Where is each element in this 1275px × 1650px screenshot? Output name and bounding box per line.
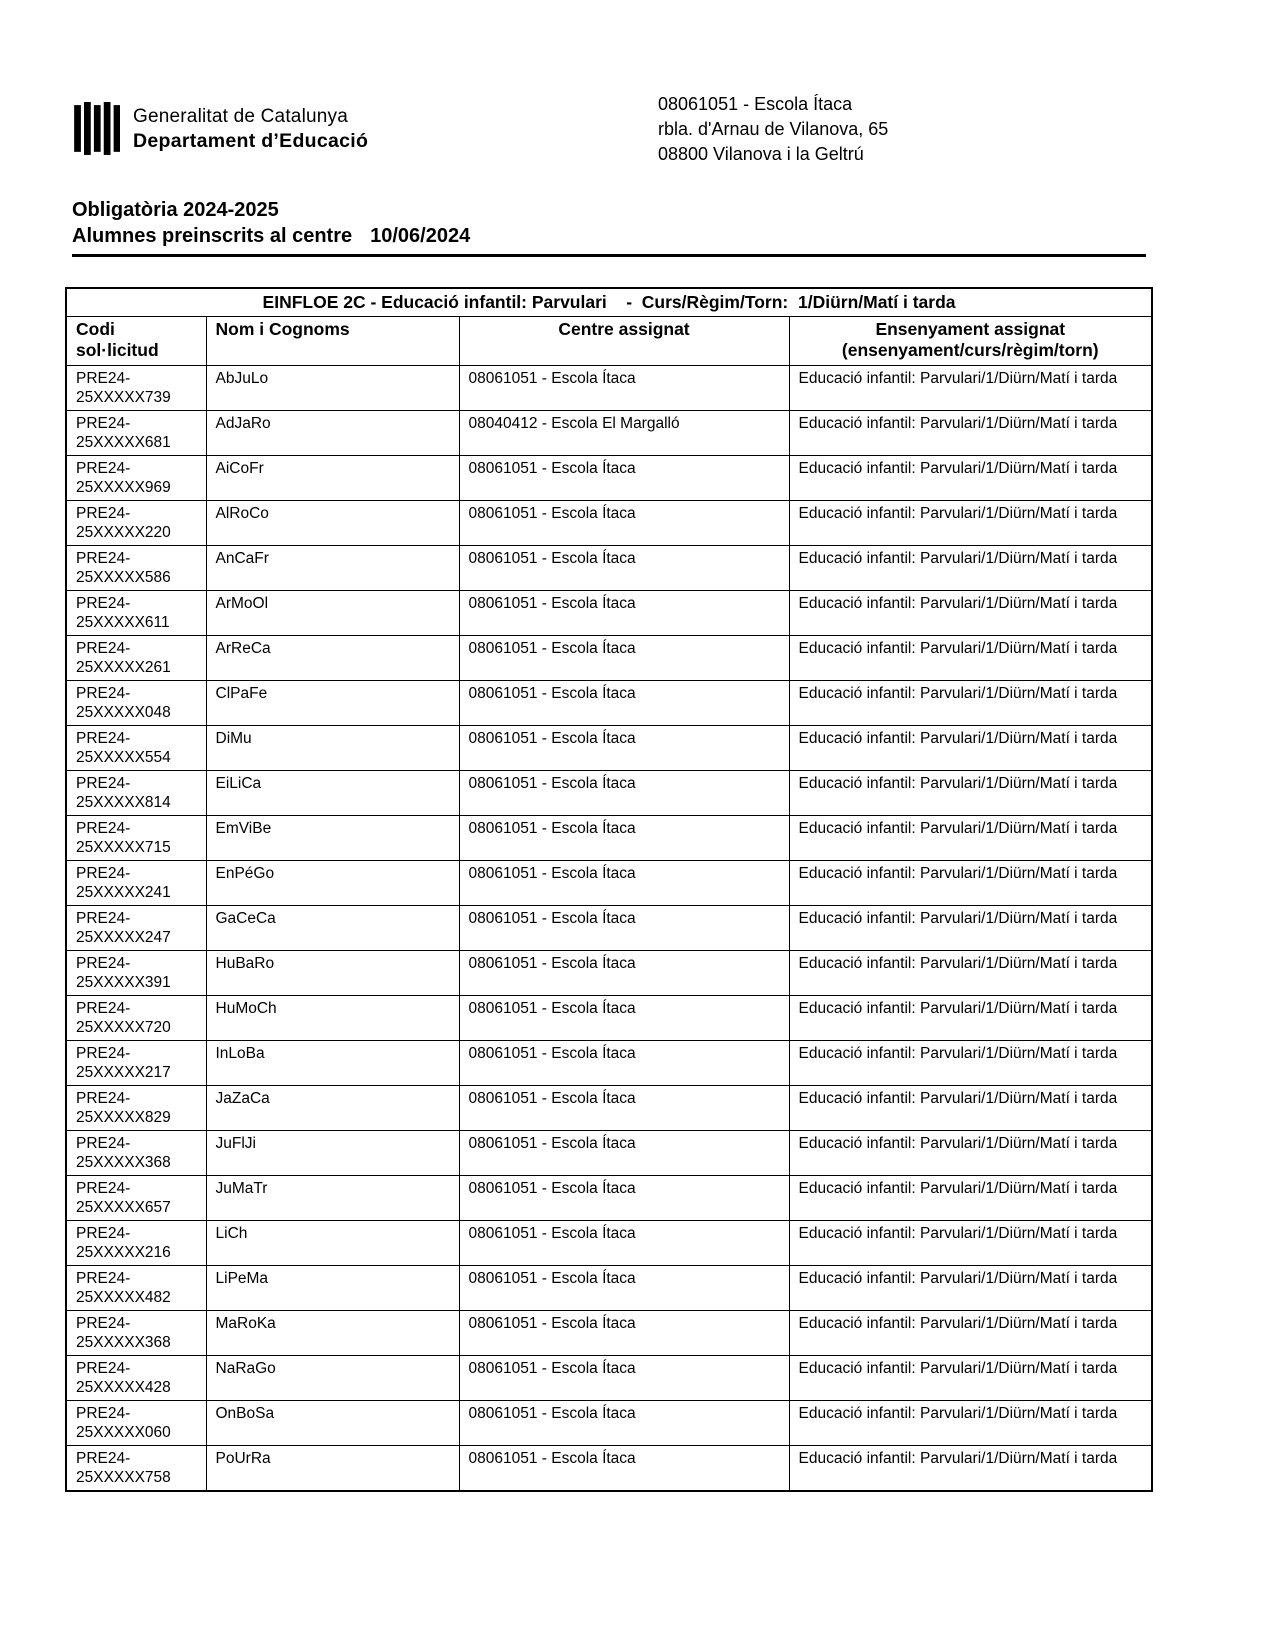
codi-number: 25XXXXX715 [76, 839, 171, 856]
cell-ensenyament-assignat: Educació infantil: Parvulari/1/Diürn/Matí i tarda [789, 951, 1152, 996]
codi-number: 25XXXXX217 [76, 1064, 171, 1081]
column-header-codi-line1: Codi [76, 319, 115, 339]
group-header: EINFLOE 2C - Educació infantil: Parvulari - Curs/Règim/Torn: 1/Diürn/Matí i tarda [66, 288, 1152, 317]
cell-centre-assignat: 08061051 - Escola Ítaca [459, 1311, 789, 1356]
cell-centre-assignat: 08061051 - Escola Ítaca [459, 1041, 789, 1086]
cell-ensenyament-assignat: Educació infantil: Parvulari/1/Diürn/Matí i tarda [789, 861, 1152, 906]
cell-codi-sollicitud [66, 996, 206, 1041]
student-row [66, 861, 1152, 906]
cell-codi-sollicitud [66, 1086, 206, 1131]
cell-centre-assignat: 08061051 - Escola Ítaca [459, 1131, 789, 1176]
cell-codi-sollicitud [66, 681, 206, 726]
cell-centre-assignat: 08061051 - Escola Ítaca [459, 951, 789, 996]
cell-codi-sollicitud [66, 906, 206, 951]
codi-number: 25XXXXX428 [76, 1379, 171, 1396]
org-identity-block [74, 102, 368, 156]
cell-codi-sollicitud [66, 1041, 206, 1086]
cell-centre-assignat: 08040412 - Escola El Margalló [459, 411, 789, 456]
codi-number: 25XXXXX368 [76, 1334, 171, 1351]
codi-number: 25XXXXX814 [76, 794, 171, 811]
cell-ensenyament-assignat: Educació infantil: Parvulari/1/Diürn/Matí i tarda [789, 1221, 1152, 1266]
codi-prefix: PRE24- [76, 595, 131, 612]
cell-ensenyament-assignat: Educació infantil: Parvulari/1/Diürn/Matí i tarda [789, 1446, 1152, 1492]
student-row [66, 1221, 1152, 1266]
cell-nom-cognoms: JuMaTr [206, 1176, 459, 1221]
codi-prefix: PRE24- [76, 1225, 131, 1242]
cell-centre-assignat: 08061051 - Escola Ítaca [459, 1356, 789, 1401]
cell-centre-assignat: 08061051 - Escola Ítaca [459, 681, 789, 726]
codi-prefix: PRE24- [76, 1405, 131, 1422]
codi-prefix: PRE24- [76, 640, 131, 657]
student-row [66, 1356, 1152, 1401]
cell-ensenyament-assignat: Educació infantil: Parvulari/1/Diürn/Matí i tarda [789, 906, 1152, 951]
codi-number: 25XXXXX368 [76, 1154, 171, 1171]
cell-nom-cognoms: JuFlJi [206, 1131, 459, 1176]
students-table [65, 287, 1153, 1492]
codi-prefix: PRE24- [76, 1180, 131, 1197]
student-row [66, 951, 1152, 996]
cell-ensenyament-assignat: Educació infantil: Parvulari/1/Diürn/Matí i tarda [789, 366, 1152, 411]
table-group-header-row [66, 288, 1152, 317]
cell-centre-assignat: 08061051 - Escola Ítaca [459, 366, 789, 411]
codi-prefix: PRE24- [76, 1450, 131, 1467]
codi-number: 25XXXXX586 [76, 569, 171, 586]
report-title-program: Obligatòria 2024-2025 [72, 199, 279, 221]
cell-nom-cognoms: EmViBe [206, 816, 459, 861]
cell-centre-assignat: 08061051 - Escola Ítaca [459, 906, 789, 951]
department-name: Departament d’Educació [133, 130, 369, 152]
cell-ensenyament-assignat: Educació infantil: Parvulari/1/Diürn/Matí i tarda [789, 411, 1152, 456]
codi-number: 25XXXXX261 [76, 659, 171, 676]
student-row [66, 996, 1152, 1041]
student-row [66, 366, 1152, 411]
codi-number: 25XXXXX554 [76, 749, 171, 766]
cell-centre-assignat: 08061051 - Escola Ítaca [459, 591, 789, 636]
cell-centre-assignat: 08061051 - Escola Ítaca [459, 1086, 789, 1131]
cell-centre-assignat: 08061051 - Escola Ítaca [459, 996, 789, 1041]
org-name-block [133, 105, 368, 153]
column-header-ensenyament-line2: (ensenyament/curs/règim/torn) [841, 340, 1099, 360]
student-row [66, 816, 1152, 861]
codi-prefix: PRE24- [76, 730, 131, 747]
cell-ensenyament-assignat: Educació infantil: Parvulari/1/Diürn/Matí i tarda [789, 681, 1152, 726]
cell-centre-assignat: 08061051 - Escola Ítaca [459, 456, 789, 501]
cell-centre-assignat: 08061051 - Escola Ítaca [459, 1401, 789, 1446]
cell-codi-sollicitud [66, 366, 206, 411]
cell-ensenyament-assignat: Educació infantil: Parvulari/1/Diürn/Matí i tarda [789, 456, 1152, 501]
cell-codi-sollicitud [66, 411, 206, 456]
codi-number: 25XXXXX720 [76, 1019, 171, 1036]
cell-nom-cognoms: OnBoSa [206, 1401, 459, 1446]
cell-codi-sollicitud [66, 546, 206, 591]
cell-ensenyament-assignat: Educació infantil: Parvulari/1/Diürn/Matí i tarda [789, 1086, 1152, 1131]
column-header-codi [66, 317, 206, 366]
codi-number: 25XXXXX060 [76, 1424, 171, 1441]
school-address-block [658, 92, 888, 167]
school-code-name: 08061051 - Escola Ítaca [658, 94, 853, 114]
student-row [66, 501, 1152, 546]
cell-ensenyament-assignat: Educació infantil: Parvulari/1/Diürn/Matí i tarda [789, 1041, 1152, 1086]
student-row [66, 1176, 1152, 1221]
column-header-centre: Centre assignat [459, 317, 789, 366]
cell-nom-cognoms: MaRoKa [206, 1311, 459, 1356]
student-row [66, 906, 1152, 951]
codi-number: 25XXXXX247 [76, 929, 171, 946]
codi-number: 25XXXXX048 [76, 704, 171, 721]
student-row [66, 411, 1152, 456]
cell-codi-sollicitud [66, 771, 206, 816]
cell-centre-assignat: 08061051 - Escola Ítaca [459, 726, 789, 771]
student-row [66, 1446, 1152, 1492]
codi-number: 25XXXXX739 [76, 389, 171, 406]
cell-nom-cognoms: ClPaFe [206, 681, 459, 726]
cell-codi-sollicitud [66, 501, 206, 546]
cell-codi-sollicitud [66, 1311, 206, 1356]
codi-number: 25XXXXX829 [76, 1109, 171, 1126]
codi-number: 25XXXXX220 [76, 524, 171, 541]
cell-codi-sollicitud [66, 591, 206, 636]
cell-codi-sollicitud [66, 456, 206, 501]
codi-prefix: PRE24- [76, 505, 131, 522]
cell-centre-assignat: 08061051 - Escola Ítaca [459, 771, 789, 816]
codi-prefix: PRE24- [76, 685, 131, 702]
student-row [66, 681, 1152, 726]
student-row [66, 1266, 1152, 1311]
codi-prefix: PRE24- [76, 820, 131, 837]
cell-codi-sollicitud [66, 636, 206, 681]
title-divider [72, 254, 1146, 257]
codi-prefix: PRE24- [76, 460, 131, 477]
cell-centre-assignat: 08061051 - Escola Ítaca [459, 1266, 789, 1311]
codi-number: 25XXXXX611 [76, 614, 170, 631]
student-row [66, 771, 1152, 816]
cell-ensenyament-assignat: Educació infantil: Parvulari/1/Diürn/Matí i tarda [789, 501, 1152, 546]
codi-prefix: PRE24- [76, 1360, 131, 1377]
cell-ensenyament-assignat: Educació infantil: Parvulari/1/Diürn/Matí i tarda [789, 1356, 1152, 1401]
cell-ensenyament-assignat: Educació infantil: Parvulari/1/Diürn/Matí i tarda [789, 591, 1152, 636]
student-row [66, 1041, 1152, 1086]
cell-ensenyament-assignat: Educació infantil: Parvulari/1/Diürn/Matí i tarda [789, 996, 1152, 1041]
cell-codi-sollicitud [66, 951, 206, 996]
cell-nom-cognoms: JaZaCa [206, 1086, 459, 1131]
cell-codi-sollicitud [66, 861, 206, 906]
codi-number: 25XXXXX216 [76, 1244, 171, 1261]
cell-ensenyament-assignat: Educació infantil: Parvulari/1/Diürn/Matí i tarda [789, 726, 1152, 771]
cell-codi-sollicitud [66, 1446, 206, 1492]
cell-centre-assignat: 08061051 - Escola Ítaca [459, 816, 789, 861]
student-row [66, 591, 1152, 636]
generalitat-logo-icon [74, 102, 120, 156]
cell-codi-sollicitud [66, 726, 206, 771]
student-row [66, 1311, 1152, 1356]
cell-codi-sollicitud [66, 1266, 206, 1311]
codi-number: 25XXXXX657 [76, 1199, 171, 1216]
cell-nom-cognoms: ArReCa [206, 636, 459, 681]
codi-prefix: PRE24- [76, 415, 131, 432]
students-table-body [66, 366, 1152, 1492]
cell-codi-sollicitud [66, 816, 206, 861]
cell-nom-cognoms: ArMoOl [206, 591, 459, 636]
school-street: rbla. d'Arnau de Vilanova, 65 [658, 119, 889, 139]
codi-prefix: PRE24- [76, 370, 131, 387]
cell-ensenyament-assignat: Educació infantil: Parvulari/1/Diürn/Matí i tarda [789, 771, 1152, 816]
cell-centre-assignat: 08061051 - Escola Ítaca [459, 1221, 789, 1266]
cell-nom-cognoms: GaCeCa [206, 906, 459, 951]
codi-prefix: PRE24- [76, 1135, 131, 1152]
codi-prefix: PRE24- [76, 1315, 131, 1332]
codi-prefix: PRE24- [76, 910, 131, 927]
codi-prefix: PRE24- [76, 1000, 131, 1017]
cell-centre-assignat: 08061051 - Escola Ítaca [459, 861, 789, 906]
codi-prefix: PRE24- [76, 550, 131, 567]
codi-prefix: PRE24- [76, 1090, 131, 1107]
cell-centre-assignat: 08061051 - Escola Ítaca [459, 1446, 789, 1492]
codi-prefix: PRE24- [76, 865, 131, 882]
codi-number: 25XXXXX758 [76, 1469, 171, 1486]
codi-number: 25XXXXX482 [76, 1289, 171, 1306]
cell-ensenyament-assignat: Educació infantil: Parvulari/1/Diürn/Matí i tarda [789, 1401, 1152, 1446]
cell-nom-cognoms: HuMoCh [206, 996, 459, 1041]
cell-ensenyament-assignat: Educació infantil: Parvulari/1/Diürn/Matí i tarda [789, 816, 1152, 861]
cell-nom-cognoms: AiCoFr [206, 456, 459, 501]
report-date: 10/06/2024 [370, 225, 471, 247]
cell-nom-cognoms: EiLiCa [206, 771, 459, 816]
cell-centre-assignat: 08061051 - Escola Ítaca [459, 501, 789, 546]
student-row [66, 456, 1152, 501]
student-row [66, 1401, 1152, 1446]
cell-ensenyament-assignat: Educació infantil: Parvulari/1/Diürn/Matí i tarda [789, 1311, 1152, 1356]
column-header-ensenyament [789, 317, 1152, 366]
cell-nom-cognoms: AdJaRo [206, 411, 459, 456]
cell-nom-cognoms: DiMu [206, 726, 459, 771]
codi-prefix: PRE24- [76, 1270, 131, 1287]
student-row [66, 1131, 1152, 1176]
table-column-header-row [66, 317, 1152, 366]
student-row [66, 546, 1152, 591]
report-subtitle: Alumnes preinscrits al centre [72, 225, 353, 247]
cell-codi-sollicitud [66, 1131, 206, 1176]
cell-codi-sollicitud [66, 1221, 206, 1266]
codi-prefix: PRE24- [76, 955, 131, 972]
codi-prefix: PRE24- [76, 775, 131, 792]
codi-number: 25XXXXX391 [76, 974, 171, 991]
cell-ensenyament-assignat: Educació infantil: Parvulari/1/Diürn/Matí i tarda [789, 636, 1152, 681]
column-header-nom: Nom i Cognoms [206, 317, 459, 366]
cell-ensenyament-assignat: Educació infantil: Parvulari/1/Diürn/Matí i tarda [789, 1176, 1152, 1221]
codi-number: 25XXXXX681 [76, 434, 171, 451]
codi-number: 25XXXXX969 [76, 479, 171, 496]
cell-centre-assignat: 08061051 - Escola Ítaca [459, 1176, 789, 1221]
school-city: 08800 Vilanova i la Geltrú [658, 144, 864, 164]
report-title-subtitle-row [72, 223, 1146, 249]
cell-nom-cognoms: PoUrRa [206, 1446, 459, 1492]
cell-centre-assignat: 08061051 - Escola Ítaca [459, 546, 789, 591]
student-row [66, 636, 1152, 681]
codi-prefix: PRE24- [76, 1045, 131, 1062]
report-title-block [72, 197, 1146, 257]
cell-nom-cognoms: AlRoCo [206, 501, 459, 546]
cell-ensenyament-assignat: Educació infantil: Parvulari/1/Diürn/Matí i tarda [789, 546, 1152, 591]
student-row [66, 1086, 1152, 1131]
cell-ensenyament-assignat: Educació infantil: Parvulari/1/Diürn/Matí i tarda [789, 1131, 1152, 1176]
cell-nom-cognoms: EnPéGo [206, 861, 459, 906]
column-header-codi-line2: sol·licitud [76, 340, 159, 360]
cell-codi-sollicitud [66, 1356, 206, 1401]
cell-nom-cognoms: InLoBa [206, 1041, 459, 1086]
cell-nom-cognoms: LiPeMa [206, 1266, 459, 1311]
cell-codi-sollicitud [66, 1401, 206, 1446]
cell-ensenyament-assignat: Educació infantil: Parvulari/1/Diürn/Matí i tarda [789, 1266, 1152, 1311]
cell-nom-cognoms: NaRaGo [206, 1356, 459, 1401]
student-row [66, 726, 1152, 771]
org-name: Generalitat de Catalunya [133, 106, 348, 127]
codi-number: 25XXXXX241 [76, 884, 171, 901]
cell-nom-cognoms: AbJuLo [206, 366, 459, 411]
cell-nom-cognoms: AnCaFr [206, 546, 459, 591]
column-header-ensenyament-line1: Ensenyament assignat [875, 319, 1066, 339]
cell-nom-cognoms: HuBaRo [206, 951, 459, 996]
cell-centre-assignat: 08061051 - Escola Ítaca [459, 636, 789, 681]
cell-codi-sollicitud [66, 1176, 206, 1221]
cell-nom-cognoms: LiCh [206, 1221, 459, 1266]
